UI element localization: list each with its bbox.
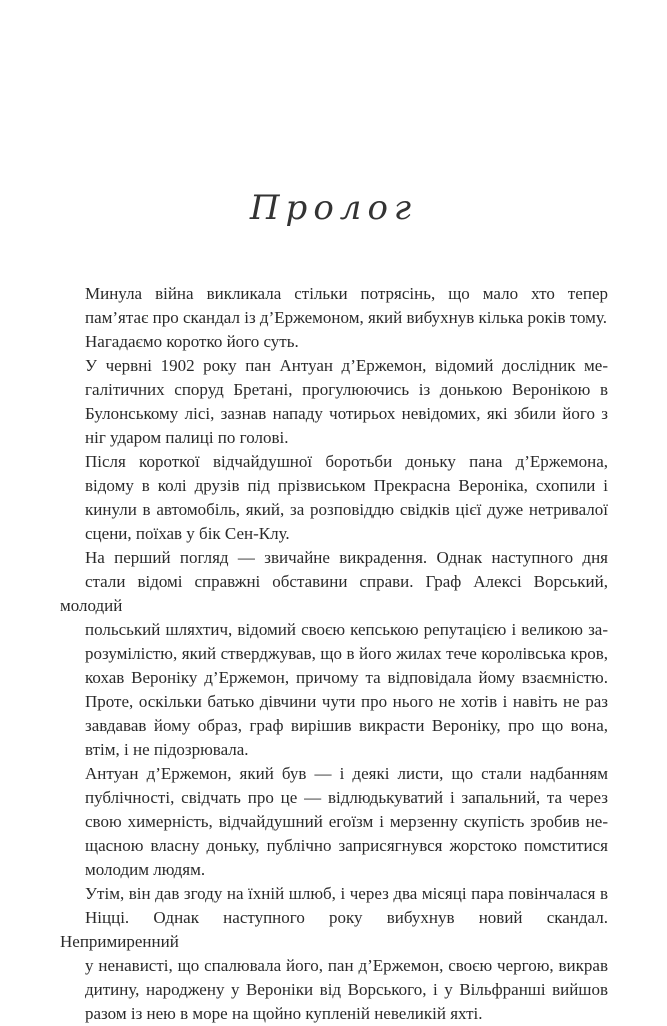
text-line: кохав Вероніку д’Ержемон, причому та відповідала йому взаємністю. [85, 668, 608, 687]
text-line: Булонському лісі, зазнав нападу чотирьох невідомих, які збили його з [85, 404, 608, 423]
text-line: ніг ударом палиці по голові. [85, 428, 289, 447]
text-line: молодим людям. [85, 860, 206, 879]
paragraph [60, 762, 608, 882]
paragraph [60, 450, 608, 546]
text-line: Проте, оскільки батько дівчини чути про нього не хотів і навіть не раз [85, 692, 608, 711]
text-line: пам’ятає про скандал із д’Ержемоном, який вибухнув кілька років тому. [85, 308, 607, 327]
text-line: Нагадаємо коротко його суть. [85, 332, 299, 351]
text-line: дитину, народжену у Вероніки від Ворського, і у Вільфранші вийшов [85, 980, 608, 999]
text-line: галітичних споруд Бретані, прогулюючись із донькою Веронікою в [85, 380, 608, 399]
text-line: Після короткої відчайдушної боротьби доньку пана д’Ержемона, [85, 452, 608, 471]
text-line: польський шляхтич, відомий своєю кепською репутацією і великою за- [85, 620, 608, 639]
text-line: У червні 1902 року пан Антуан д’Ержемон, відомий дослідник ме- [85, 356, 608, 375]
body-text [60, 282, 608, 1026]
text-line: Антуан д’Ержемон, який був — і деякі листи, що стали надбанням [85, 764, 608, 783]
text-line: На перший погляд — звичайне викрадення. Однак наступного дня [85, 548, 608, 567]
paragraph [60, 546, 608, 762]
text-line: завдавав йому образ, граф вирішив викрасти Вероніку, про що вона, [85, 716, 608, 735]
paragraph [60, 882, 608, 1026]
text-line: разом із нею в море на щойно купленій невеликій яхті. [85, 1004, 483, 1023]
text-line: Утім, він дав згоду на їхній шлюб, і через два місяці пара повінчалася в [85, 884, 608, 903]
text-line: щасною власну доньку, публічно заприсягнувся жорстоко помститися [85, 836, 608, 855]
text-line: відому в колі друзів під прізвиськом Прекрасна Вероніка, схопили і [85, 476, 608, 495]
text-line: стали відомі справжні обставини справи. Граф Алексі Ворський, молодий [60, 572, 608, 615]
text-line: публічності, свідчать про це — відлюдькуватий і запальний, та через [85, 788, 608, 807]
paragraph [60, 354, 608, 450]
paragraph [60, 282, 608, 330]
chapter-title: Пролог [249, 188, 418, 228]
text-line: Ніцці. Однак наступного року вибухнув новий скандал. Непримиренний [60, 908, 608, 951]
text-line: Минула війна викликала стільки потрясінь, що мало хто тепер [85, 284, 608, 303]
text-line: розумілістю, який стверджував, що в його жилах тече королівська кров, [85, 644, 608, 663]
text-line: кинули в автомобіль, який, за розповіддю свідків цієї дуже нетривалої [85, 500, 608, 519]
text-line: у ненависті, що спалювала його, пан д’Ержемон, своєю чергою, викрав [85, 956, 608, 975]
text-line: сцени, поїхав у бік Сен-Клу. [85, 524, 290, 543]
text-line: свою химерність, відчайдушний егоїзм і мерзенну скупість зробив не- [85, 812, 608, 831]
text-line: втім, і не підозрювала. [85, 740, 249, 759]
paragraph [60, 330, 608, 354]
